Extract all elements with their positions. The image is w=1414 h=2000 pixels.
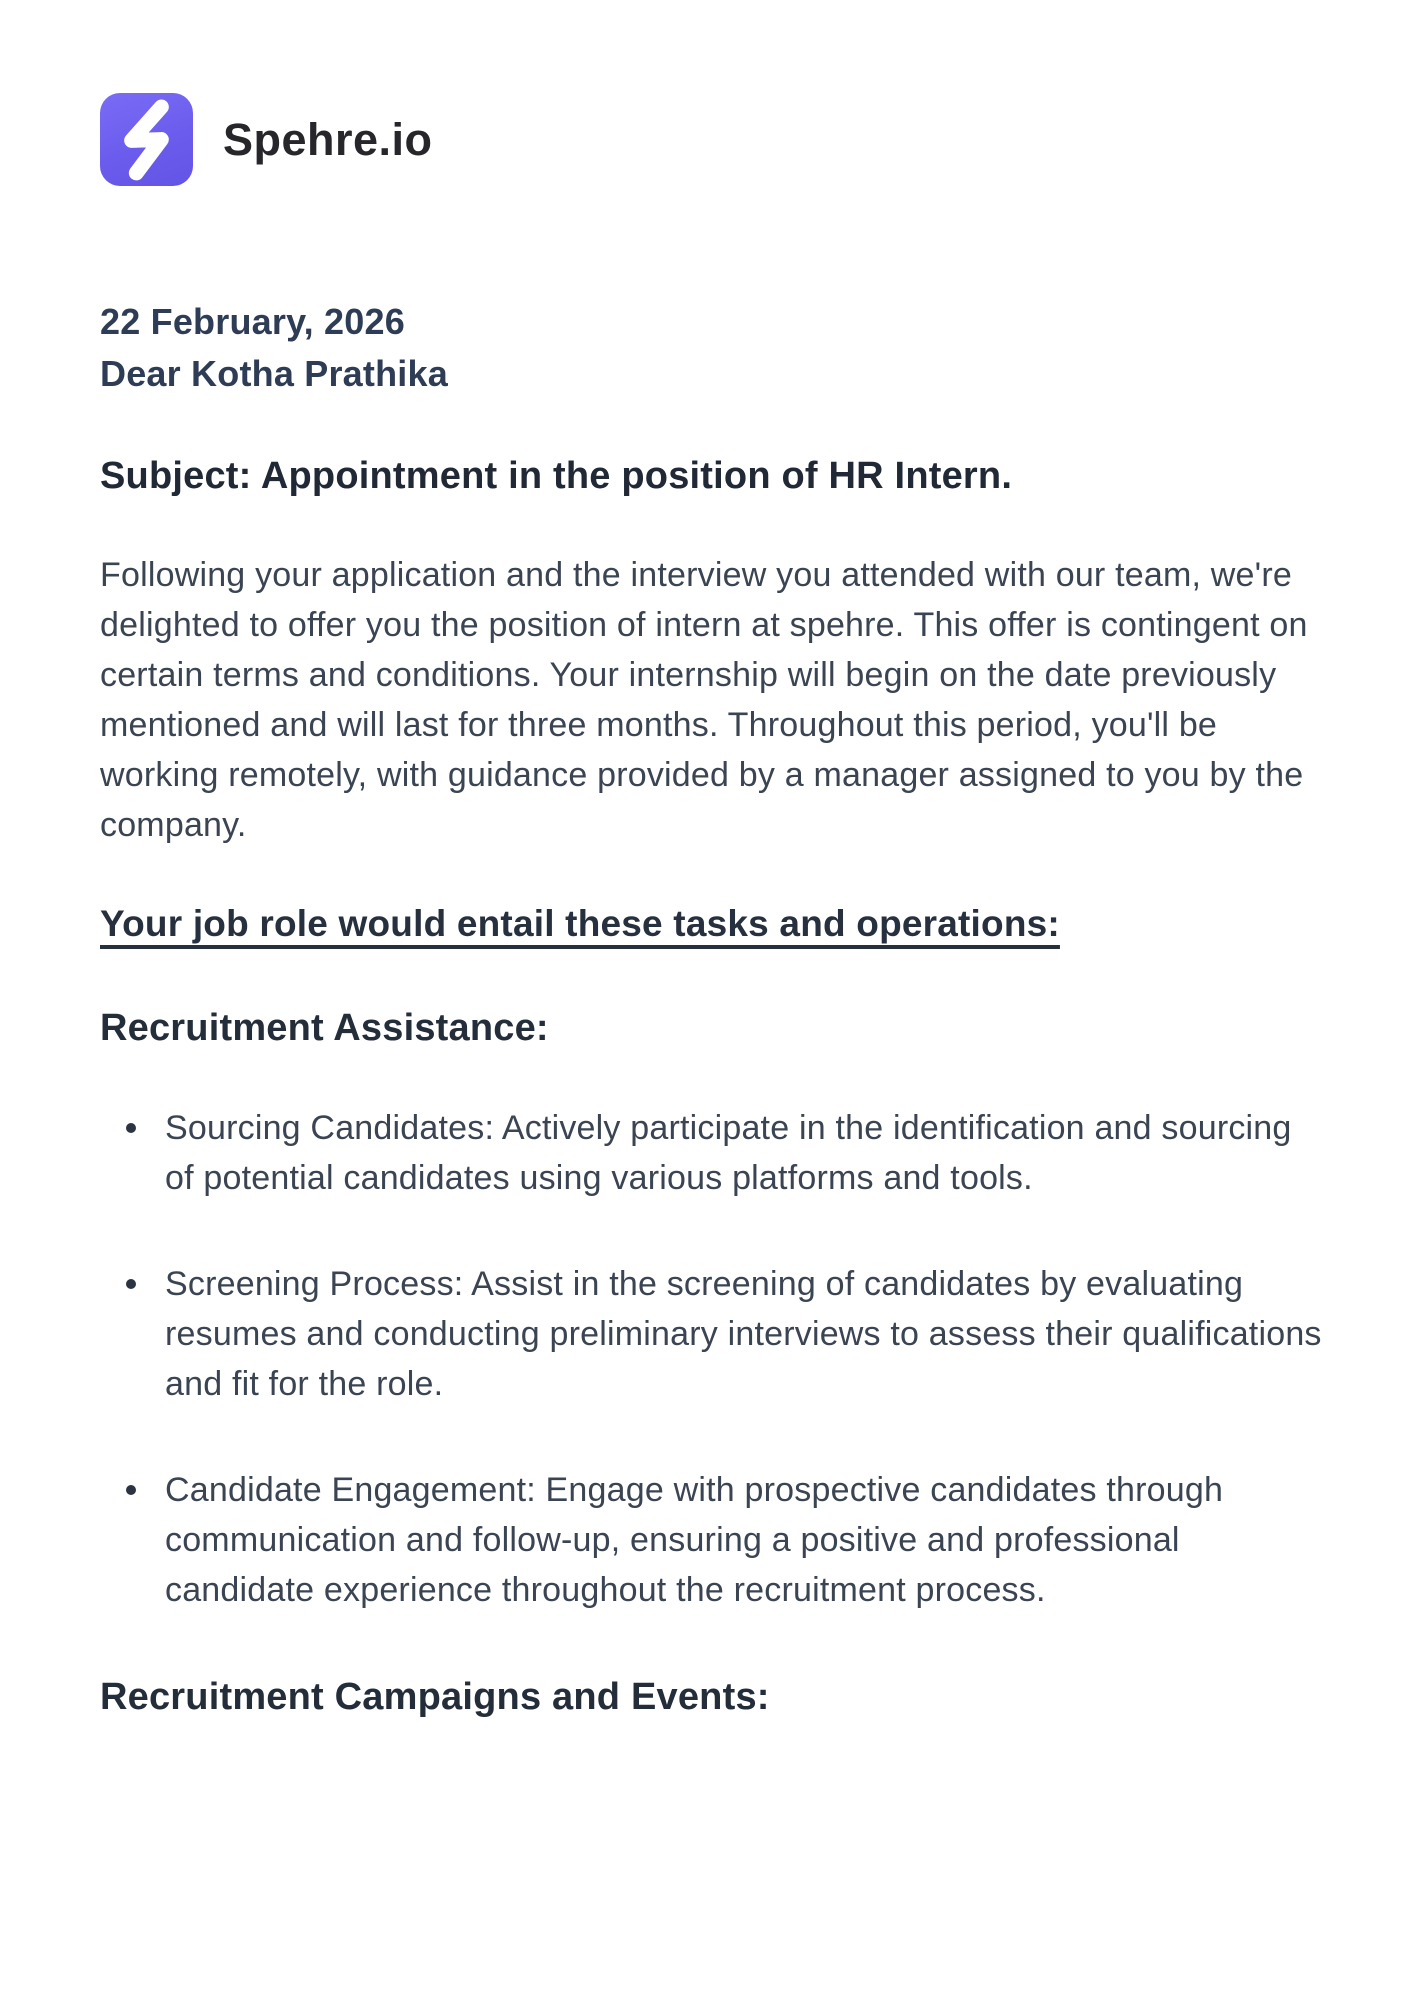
list-item-candidate-engagement: Candidate Engagement: Engage with prospective candidates through communication and follow-up, ensuring a positive and professional candidate experience throughout the recruitment process.	[100, 1465, 1322, 1615]
brand-name: Spehre.io	[223, 113, 433, 165]
section-title-recruitment-campaigns: Recruitment Campaigns and Events:	[100, 1676, 770, 1718]
letter-heading-block	[100, 296, 1322, 400]
section-title-recruitment-assistance: Recruitment Assistance:	[100, 1007, 549, 1049]
letter-date: 22 February, 2026	[100, 301, 405, 342]
list-item-sourcing-candidates: Sourcing Candidates: Actively participate in the identification and sourcing of potential candidates using various platforms and tools.	[100, 1103, 1322, 1203]
list-item-screening-process: Screening Process: Assist in the screening of candidates by evaluating resumes and conducting preliminary interviews to assess their qualifications and fit for the role.	[100, 1259, 1322, 1409]
spehre-logo-icon	[100, 93, 193, 186]
letter-subject: Subject: Appointment in the position of HR Intern.	[100, 455, 1013, 497]
letter-greeting: Dear Kotha Prathika	[100, 353, 448, 394]
recruitment-assistance-list	[100, 1103, 1322, 1615]
brand-header	[100, 93, 1322, 186]
tasks-heading: Your job role would entail these tasks and operations:	[100, 903, 1060, 944]
letter-intro-paragraph: Following your application and the interview you attended with our team, we're delighted to offer you the position of intern at spehre. This offer is contingent on certain terms and conditions. Your internship will begin on the date previously mentioned and will last for three months. Throughout this period, you'll be working remotely, with guidance provided by a manager assigned to you by the company.	[100, 556, 1308, 844]
